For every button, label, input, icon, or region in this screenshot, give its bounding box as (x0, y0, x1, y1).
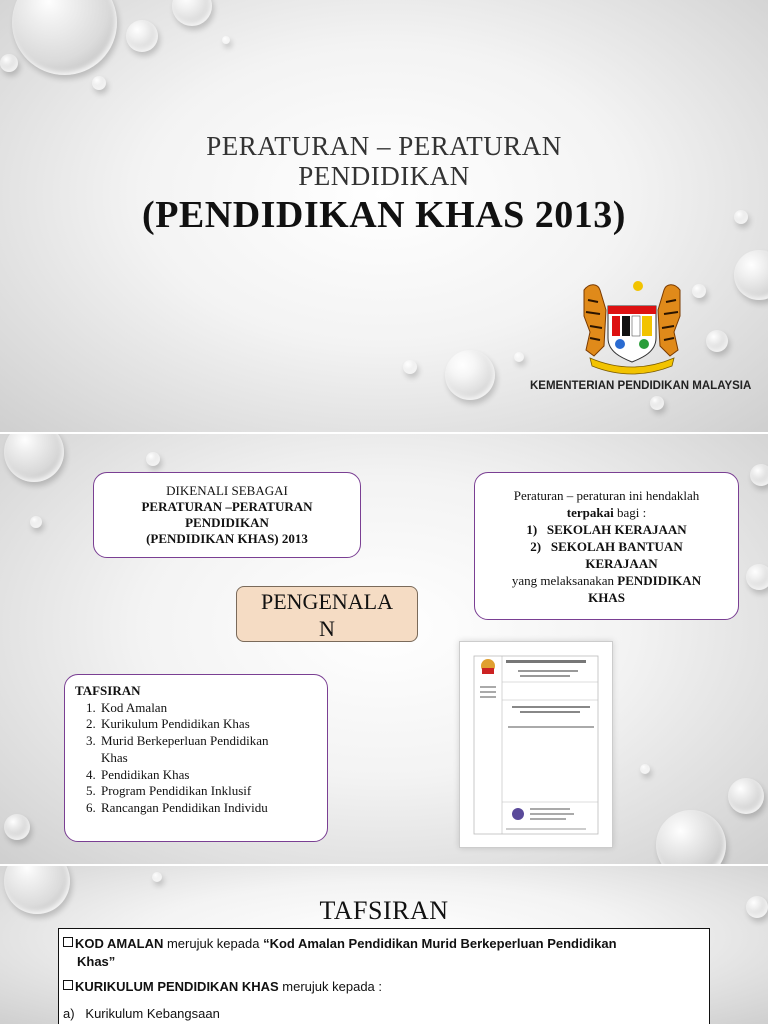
pengenalan-line-1: PENGENALA (261, 589, 393, 614)
outro-text: yang melaksanakan (511, 573, 618, 588)
gazette-page-icon (460, 642, 612, 847)
regulation-name-3: (PENDIDIKAN KHAS) 2013 (146, 531, 308, 546)
water-drop (4, 814, 30, 840)
definition-sub-a (63, 1005, 705, 1023)
applies-item-2 (475, 538, 738, 555)
item-number: 2) (530, 539, 542, 554)
term-connector: merujuk kepada (163, 936, 264, 951)
regulation-name-2: PENDIDIKAN (185, 515, 269, 530)
water-drop (30, 516, 42, 528)
pengenalan-box (236, 586, 418, 642)
item-number: 1) (526, 522, 538, 537)
water-drop (445, 350, 495, 400)
definition-kod-amalan-cont: Khas” (77, 954, 116, 969)
applies-intro-text: Peraturan – peraturan ini hendaklah (513, 488, 700, 503)
applies-outro (475, 572, 738, 589)
tafsiran-box (64, 674, 328, 842)
definition-kod-amalan (63, 935, 705, 953)
list-item-cont: Khas (101, 749, 128, 765)
applies-bold: terpakai (566, 505, 614, 520)
water-drop (403, 360, 417, 374)
slide-tafsiran (0, 866, 768, 1024)
water-drop (12, 0, 117, 75)
regulation-name-1: PERATURAN –PERATURAN (141, 499, 313, 514)
item-text: SEKOLAH BANTUAN (550, 539, 683, 554)
term-connector: merujuk kepada : (278, 979, 383, 994)
title-line-1: PERATURAN – PERATURAN (206, 131, 562, 161)
list-item: 1. Kod Amalan (99, 700, 327, 717)
applies-line2 (475, 504, 738, 521)
sub-text: Kurikulum Kebangsaan (85, 1006, 220, 1021)
pengenalan-line-2: N (319, 616, 335, 641)
list-item: 5. Program Pendidikan Inklusif (99, 783, 327, 800)
known-as-label: DIKENALI SEBAGAI (166, 483, 288, 498)
section-title: TAFSIRAN (319, 896, 449, 925)
item-text: SEKOLAH KERAJAAN (546, 522, 687, 537)
ministry-name: KEMENTERIAN PENDIDIKAN MALAYSIA (530, 380, 752, 392)
water-drop (4, 434, 64, 482)
slide-intro (0, 434, 768, 864)
term: KURIKULUM PENDIDIKAN KHAS (75, 979, 279, 994)
applies-outro-2: KHAS (588, 590, 625, 605)
applies-item-1 (475, 521, 738, 538)
applies-to-box (474, 472, 739, 620)
checkbox-bullet-icon (63, 980, 73, 990)
list-item-text: Murid Berkeperluan Pendidikan (101, 733, 269, 749)
water-drop (222, 36, 230, 44)
slide-title (0, 0, 768, 432)
title-main: (PENDIDIKAN KHAS 2013) (142, 194, 626, 236)
water-drop (0, 54, 18, 72)
list-item (99, 733, 327, 766)
title-line-2: PENDIDIKAN (298, 161, 470, 191)
water-drop (656, 810, 726, 864)
applies-item-2-cont: KERAJAAN (585, 556, 658, 571)
checkbox-bullet-icon (63, 937, 73, 947)
water-drop (640, 764, 650, 774)
list-item: 4. Pendidikan Khas (99, 767, 327, 784)
gazette-thumbnail (459, 641, 613, 848)
water-drop (750, 464, 768, 486)
water-drop (706, 330, 728, 352)
definition-kurikulum (63, 978, 705, 996)
water-drop (514, 352, 524, 362)
water-drop (152, 872, 162, 882)
water-drop (734, 250, 768, 300)
tafsiran-heading: TAFSIRAN (75, 683, 141, 698)
water-drop (146, 452, 160, 466)
water-drop (92, 76, 106, 90)
term-definition: “Kod Amalan Pendidikan Murid Berkeperluan Pendidikan (263, 936, 617, 951)
water-drop (650, 396, 664, 410)
outro-bold: PENDIDIKAN (617, 573, 702, 588)
applies-intro (475, 487, 738, 504)
definition-box (58, 928, 710, 1024)
coat-of-arms-icon (576, 276, 688, 376)
list-item: 2. Kurikulum Pendidikan Khas (99, 716, 327, 733)
sub-number: a) (63, 1006, 75, 1021)
applies-after: bagi : (613, 505, 647, 520)
list-item: 6. Rancangan Pendidikan Individu (99, 800, 327, 817)
water-drop (126, 20, 158, 52)
term: KOD AMALAN (75, 936, 164, 951)
tafsiran-list (75, 700, 327, 817)
water-drop (728, 778, 764, 814)
water-drop (746, 564, 768, 590)
water-drop (692, 284, 706, 298)
water-drop (172, 0, 212, 26)
known-as-box (93, 472, 361, 558)
